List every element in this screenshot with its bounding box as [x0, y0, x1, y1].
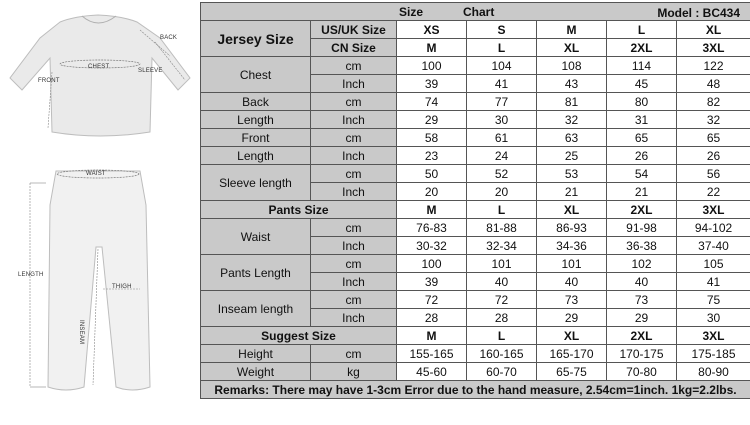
us-size-label: US/UK Size: [311, 21, 397, 39]
table-cell: 54: [607, 165, 677, 183]
suggest-size-3xl: 3XL: [677, 327, 750, 345]
table-cell: 37-40: [677, 237, 750, 255]
us-size-s: S: [467, 21, 537, 39]
cn-size-m: M: [397, 39, 467, 57]
suggest-size-2xl: 2XL: [607, 327, 677, 345]
table-cell: 29: [607, 309, 677, 327]
size-chart-table: [200, 2, 750, 399]
table-cell: 40: [467, 273, 537, 291]
suggest-size-header: Suggest Size: [201, 327, 397, 345]
unit-kg: kg: [311, 363, 397, 381]
chart-title-size: Size: [399, 5, 424, 19]
table-cell: 108: [537, 57, 607, 75]
table-cell: 32: [677, 111, 750, 129]
table-cell: 74: [397, 93, 467, 111]
unit-inch: Inch: [311, 237, 397, 255]
table-cell: 81-88: [467, 219, 537, 237]
unit-inch: Inch: [311, 147, 397, 165]
table-cell: 28: [467, 309, 537, 327]
suggest-size-xl: XL: [537, 327, 607, 345]
table-cell: 72: [397, 291, 467, 309]
table-cell: 63: [537, 129, 607, 147]
row-label-weight: Weight: [201, 363, 311, 381]
table-cell: 30: [677, 309, 750, 327]
table-cell: 40: [537, 273, 607, 291]
table-cell: 50: [397, 165, 467, 183]
table-cell: 165-170: [537, 345, 607, 363]
unit-inch: Inch: [311, 111, 397, 129]
table-cell: 122: [677, 57, 750, 75]
table-cell: 52: [467, 165, 537, 183]
row-label-height: Height: [201, 345, 311, 363]
table-cell: 25: [537, 147, 607, 165]
chart-title-chart: Chart: [463, 5, 495, 19]
table-cell: 101: [467, 255, 537, 273]
table-cell: 101: [537, 255, 607, 273]
cn-size-xl: XL: [537, 39, 607, 57]
table-cell: 160-165: [467, 345, 537, 363]
waist-label: WAIST: [86, 171, 106, 177]
table-cell: 170-175: [607, 345, 677, 363]
us-size-l: L: [607, 21, 677, 39]
table-cell: 26: [677, 147, 750, 165]
model-number: Model : BC434: [657, 6, 741, 20]
table-cell: 65: [607, 129, 677, 147]
us-size-m: M: [537, 21, 607, 39]
table-cell: 80-90: [677, 363, 750, 381]
table-cell: 60-70: [467, 363, 537, 381]
cn-size-label: CN Size: [311, 39, 397, 57]
table-cell: 82: [677, 93, 750, 111]
table-cell: 32-34: [467, 237, 537, 255]
unit-cm: cm: [311, 57, 397, 75]
row-label-pants-length: Pants Length: [201, 255, 311, 291]
table-cell: 155-165: [397, 345, 467, 363]
table-cell: 58: [397, 129, 467, 147]
table-cell: 45: [607, 75, 677, 93]
unit-inch: Inch: [311, 183, 397, 201]
table-cell: 86-93: [537, 219, 607, 237]
table-cell: 105: [677, 255, 750, 273]
table-cell: 29: [537, 309, 607, 327]
thigh-label: THIGH: [112, 284, 132, 290]
us-size-xl: XL: [677, 21, 750, 39]
sleeve-label: SLEEVE: [138, 68, 163, 74]
table-cell: 30-32: [397, 237, 467, 255]
row-label-sleeve: Sleeve length: [201, 165, 311, 201]
table-cell: 39: [397, 273, 467, 291]
table-cell: 30: [467, 111, 537, 129]
table-cell: 81: [537, 93, 607, 111]
table-cell: 61: [467, 129, 537, 147]
table-cell: 48: [677, 75, 750, 93]
unit-cm: cm: [311, 255, 397, 273]
unit-cm: cm: [311, 345, 397, 363]
table-cell: 100: [397, 255, 467, 273]
table-cell: 45-60: [397, 363, 467, 381]
table-cell: 72: [467, 291, 537, 309]
jersey-size-header: Jersey Size: [201, 21, 311, 57]
pants-size-m: M: [397, 201, 467, 219]
pants-size-2xl: 2XL: [607, 201, 677, 219]
row-label-inseam: Inseam length: [201, 291, 311, 327]
table-cell: 100: [397, 57, 467, 75]
table-cell: 65-75: [537, 363, 607, 381]
table-cell: 39: [397, 75, 467, 93]
cn-size-2xl: 2XL: [607, 39, 677, 57]
unit-inch: Inch: [311, 309, 397, 327]
table-cell: 94-102: [677, 219, 750, 237]
unit-inch: Inch: [311, 273, 397, 291]
row-label-chest: Chest: [201, 57, 311, 93]
table-cell: 20: [467, 183, 537, 201]
table-cell: 32: [537, 111, 607, 129]
table-cell: 43: [537, 75, 607, 93]
unit-cm: cm: [311, 291, 397, 309]
table-cell: 76-83: [397, 219, 467, 237]
table-cell: 56: [677, 165, 750, 183]
measurement-diagrams: [0, 0, 200, 425]
suggest-size-l: L: [467, 327, 537, 345]
table-cell: 41: [677, 273, 750, 291]
unit-inch: Inch: [311, 75, 397, 93]
jersey-diagram: [0, 0, 200, 160]
chart-title-bar: [201, 3, 750, 21]
pants-size-3xl: 3XL: [677, 201, 750, 219]
pants-size-xl: XL: [537, 201, 607, 219]
suggest-size-m: M: [397, 327, 467, 345]
table-cell: 29: [397, 111, 467, 129]
table-cell: 77: [467, 93, 537, 111]
table-cell: 80: [607, 93, 677, 111]
us-size-xs: XS: [397, 21, 467, 39]
cn-size-3xl: 3XL: [677, 39, 750, 57]
unit-cm: cm: [311, 129, 397, 147]
table-cell: 36-38: [607, 237, 677, 255]
unit-cm: cm: [311, 93, 397, 111]
row-label-back-line1: Back: [201, 93, 311, 111]
table-cell: 102: [607, 255, 677, 273]
table-cell: 40: [607, 273, 677, 291]
table-cell: 70-80: [607, 363, 677, 381]
table-cell: 104: [467, 57, 537, 75]
remarks: Remarks: There may have 1-3cm Error due to the hand measure, 2.54cm=1inch. 1kg=2.2lbs.: [201, 381, 750, 399]
size-chart: [200, 2, 750, 399]
back-label: BACK: [160, 35, 178, 41]
table-cell: 20: [397, 183, 467, 201]
table-cell: 23: [397, 147, 467, 165]
row-label-waist: Waist: [201, 219, 311, 255]
inseam-label: INSEAM: [78, 320, 84, 345]
unit-cm: cm: [311, 165, 397, 183]
table-cell: 41: [467, 75, 537, 93]
front-label: FRONT: [38, 78, 60, 84]
table-cell: 26: [607, 147, 677, 165]
length-label: LENGTH: [18, 272, 44, 278]
table-cell: 65: [677, 129, 750, 147]
pants-size-l: L: [467, 201, 537, 219]
table-cell: 22: [677, 183, 750, 201]
chest-label: CHEST: [88, 64, 110, 70]
row-label-front-line2: Length: [201, 147, 311, 165]
table-cell: 24: [467, 147, 537, 165]
table-cell: 73: [607, 291, 677, 309]
table-cell: 31: [607, 111, 677, 129]
table-cell: 114: [607, 57, 677, 75]
cn-size-l: L: [467, 39, 537, 57]
table-cell: 28: [397, 309, 467, 327]
pants-diagram: [0, 165, 200, 405]
table-cell: 175-185: [677, 345, 750, 363]
table-cell: 73: [537, 291, 607, 309]
unit-cm: cm: [311, 219, 397, 237]
table-cell: 21: [537, 183, 607, 201]
table-cell: 91-98: [607, 219, 677, 237]
row-label-front-line1: Front: [201, 129, 311, 147]
table-cell: 34-36: [537, 237, 607, 255]
table-cell: 75: [677, 291, 750, 309]
row-label-back-line2: Length: [201, 111, 311, 129]
table-cell: 53: [537, 165, 607, 183]
pants-size-header: Pants Size: [201, 201, 397, 219]
table-cell: 21: [607, 183, 677, 201]
